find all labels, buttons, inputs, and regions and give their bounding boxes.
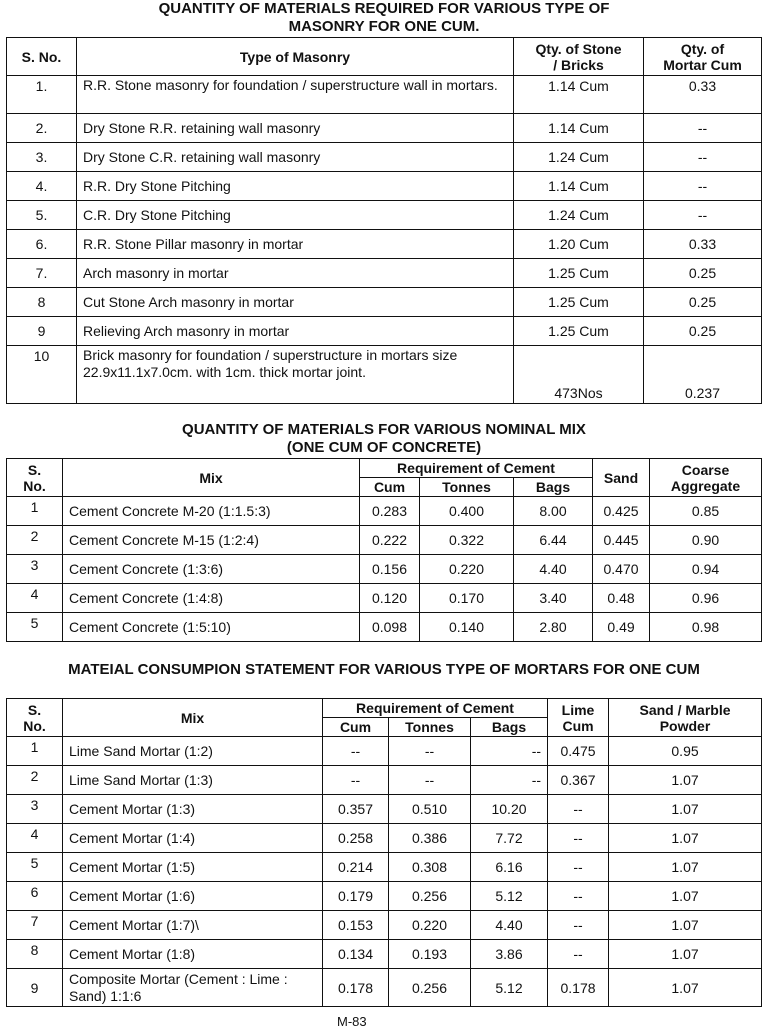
cell-sno: 9 <box>7 317 77 346</box>
cell-mix: Cement Mortar (1:8) <box>63 940 323 969</box>
cell-sand: 0.49 <box>593 613 650 642</box>
cell-tonnes: 0.322 <box>420 526 514 555</box>
header-requirement-of-cement: Requirement of Cement <box>323 699 548 718</box>
header-qty-mortar <box>644 38 762 76</box>
cell-bags: -- <box>471 766 548 795</box>
cell-mix: Cement Mortar (1:7)\ <box>63 911 323 940</box>
cell-tonnes: 0.308 <box>389 853 471 882</box>
cell-mortar: -- <box>644 201 762 230</box>
cell-sno: 7. <box>7 259 77 288</box>
cell-sno: 8 <box>7 940 63 969</box>
cell-tonnes: 0.193 <box>389 940 471 969</box>
cell-stone: 1.24 Cum <box>514 201 644 230</box>
masonry-title-line2: MASONRY FOR ONE CUM. <box>288 18 480 35</box>
cell-sand: 0.470 <box>593 555 650 584</box>
cell-stone: 1.14 Cum <box>514 114 644 143</box>
cell-lime: 0.178 <box>548 969 609 1007</box>
cell-bags: 7.72 <box>471 824 548 853</box>
cell-stone: 1.14 Cum <box>514 172 644 201</box>
cell-sand: 1.07 <box>609 911 762 940</box>
cell-tonnes: 0.400 <box>420 497 514 526</box>
cell-cum: 0.156 <box>360 555 420 584</box>
header-bags: Bags <box>514 478 593 497</box>
header-mix: Mix <box>63 699 323 737</box>
cell-sand: 0.95 <box>609 737 762 766</box>
table-row <box>7 737 762 766</box>
cell-sno: 2. <box>7 114 77 143</box>
cell-cum: 0.214 <box>323 853 389 882</box>
page-number: M-83 <box>337 1014 367 1029</box>
table-row <box>7 230 762 259</box>
cell-mortar: 0.25 <box>644 259 762 288</box>
cell-tonnes: 0.256 <box>389 969 471 1007</box>
masonry-title-line1: QUANTITY OF MATERIALS REQUIRED FOR VARIOUS TYPE OF <box>158 0 610 17</box>
header-cum: Cum <box>360 478 420 497</box>
cell-sand: 1.07 <box>609 853 762 882</box>
cell-mix: Cement Concrete (1:5:10) <box>63 613 360 642</box>
header-tonnes: Tonnes <box>389 718 471 737</box>
cell-bags: -- <box>471 737 548 766</box>
table-row <box>7 317 762 346</box>
header-qty-stone-line1: Qty. of Stone <box>535 40 622 57</box>
cell-lime: -- <box>548 940 609 969</box>
cell-cum: 0.179 <box>323 882 389 911</box>
header-lime-line1: Lime <box>561 701 595 718</box>
table-row <box>7 824 762 853</box>
cell-tonnes: 0.510 <box>389 795 471 824</box>
cell-bags: 10.20 <box>471 795 548 824</box>
table-row <box>7 795 762 824</box>
cell-tonnes: 0.170 <box>420 584 514 613</box>
header-coarse-line2: Aggregate <box>670 477 741 494</box>
concrete-title-line2: (ONE CUM OF CONCRETE) <box>286 439 482 456</box>
table-row <box>7 555 762 584</box>
cell-cum: 0.357 <box>323 795 389 824</box>
table-row <box>7 969 762 1007</box>
cell-sand: 0.425 <box>593 497 650 526</box>
cell-type: C.R. Dry Stone Pitching <box>77 201 514 230</box>
cell-sno: 2 <box>7 766 63 795</box>
cell-type: Dry Stone C.R. retaining wall masonry <box>77 143 514 172</box>
header-sno-line2: No. <box>23 717 46 734</box>
cell-bags: 4.40 <box>514 555 593 584</box>
header-sno-line1: S. <box>27 701 42 718</box>
mortar-title <box>0 661 768 679</box>
cell-mix: Cement Concrete M-15 (1:2:4) <box>63 526 360 555</box>
header-sno <box>7 699 63 737</box>
table-row <box>7 201 762 230</box>
header-sno <box>7 459 63 497</box>
concrete-header-row-1 <box>7 459 762 478</box>
cell-tonnes: 0.140 <box>420 613 514 642</box>
cell-tonnes: 0.256 <box>389 882 471 911</box>
cell-sno: 6. <box>7 230 77 259</box>
concrete-body <box>7 497 762 642</box>
cell-sand: 1.07 <box>609 882 762 911</box>
header-sand-line1: Sand / Marble <box>639 701 731 718</box>
cell-cum: -- <box>323 737 389 766</box>
header-cum: Cum <box>323 718 389 737</box>
cell-sand: 1.07 <box>609 940 762 969</box>
cell-sno: 1 <box>7 737 63 766</box>
cell-mix: Cement Mortar (1:5) <box>63 853 323 882</box>
cell-stone: 1.20 Cum <box>514 230 644 259</box>
cell-sno: 1 <box>7 497 63 526</box>
cell-bags: 3.40 <box>514 584 593 613</box>
cell-sand: 1.07 <box>609 824 762 853</box>
cell-stone: 473Nos <box>514 346 644 404</box>
cell-mortar: 0.33 <box>644 230 762 259</box>
cell-sno: 7 <box>7 911 63 940</box>
header-bags: Bags <box>471 718 548 737</box>
cell-tonnes: -- <box>389 737 471 766</box>
table-row <box>7 114 762 143</box>
mortar-body <box>7 737 762 1007</box>
cell-bags: 8.00 <box>514 497 593 526</box>
table-row <box>7 766 762 795</box>
concrete-table <box>6 458 762 642</box>
cell-sand: 1.07 <box>609 795 762 824</box>
table-row <box>7 584 762 613</box>
cell-sno: 2 <box>7 526 63 555</box>
cell-sno: 5 <box>7 613 63 642</box>
table-row <box>7 259 762 288</box>
cell-sno: 1. <box>7 76 77 114</box>
cell-coarse: 0.96 <box>650 584 762 613</box>
header-lime-line2: Cum <box>562 717 594 734</box>
cell-sno: 8 <box>7 288 77 317</box>
cell-bags: 5.12 <box>471 969 548 1007</box>
cell-sno: 3 <box>7 555 63 584</box>
cell-lime: 0.367 <box>548 766 609 795</box>
cell-mix: Cement Mortar (1:6) <box>63 882 323 911</box>
cell-cum: 0.098 <box>360 613 420 642</box>
cell-lime: -- <box>548 882 609 911</box>
cell-lime: -- <box>548 911 609 940</box>
header-sand-marble-powder <box>609 699 762 737</box>
cell-stone: 1.24 Cum <box>514 143 644 172</box>
cell-cum: 0.283 <box>360 497 420 526</box>
cell-bags: 5.12 <box>471 882 548 911</box>
table-row <box>7 853 762 882</box>
cell-type: Relieving Arch masonry in mortar <box>77 317 514 346</box>
header-qty-stone-line2: / Bricks <box>553 56 604 73</box>
cell-mix: Cement Mortar (1:3) <box>63 795 323 824</box>
cell-sand: 0.445 <box>593 526 650 555</box>
cell-type: Dry Stone R.R. retaining wall masonry <box>77 114 514 143</box>
table-row <box>7 288 762 317</box>
cell-type: R.R. Dry Stone Pitching <box>77 172 514 201</box>
table-row <box>7 940 762 969</box>
cell-cum: 0.153 <box>323 911 389 940</box>
cell-sno: 6 <box>7 882 63 911</box>
cell-sno: 10 <box>7 346 77 404</box>
cell-type: R.R. Stone Pillar masonry in mortar <box>77 230 514 259</box>
table-row <box>7 911 762 940</box>
table-row <box>7 143 762 172</box>
table-row <box>7 346 762 404</box>
cell-mortar: 0.25 <box>644 317 762 346</box>
header-tonnes: Tonnes <box>420 478 514 497</box>
header-coarse-line1: Coarse <box>681 461 730 478</box>
header-sand-line2: Powder <box>659 717 711 734</box>
cell-sno: 4. <box>7 172 77 201</box>
masonry-title <box>0 0 768 36</box>
table-row <box>7 497 762 526</box>
cell-type: Arch masonry in mortar <box>77 259 514 288</box>
cell-coarse: 0.85 <box>650 497 762 526</box>
cell-mortar: 0.25 <box>644 288 762 317</box>
header-lime-cum <box>548 699 609 737</box>
cell-sand: 0.48 <box>593 584 650 613</box>
cell-mix: Lime Sand Mortar (1:3) <box>63 766 323 795</box>
cell-type: R.R. Stone masonry for foundation / superstructure wall in mortars. <box>77 76 514 114</box>
table-row <box>7 76 762 114</box>
header-sno: S. No. <box>7 38 77 76</box>
cell-sno: 4 <box>7 824 63 853</box>
masonry-body <box>7 76 762 404</box>
header-sno-line2: No. <box>23 477 46 494</box>
cell-type: Brick masonry for foundation / superstructure in mortars size 22.9x11.1x7.0cm. with 1cm. thick mortar joint. <box>77 346 514 404</box>
cell-sno: 9 <box>7 969 63 1007</box>
cell-mortar: 0.33 <box>644 76 762 114</box>
cell-coarse: 0.90 <box>650 526 762 555</box>
table-row <box>7 526 762 555</box>
cell-sand: 1.07 <box>609 766 762 795</box>
cell-bags: 6.44 <box>514 526 593 555</box>
cell-tonnes: 0.220 <box>420 555 514 584</box>
cell-lime: -- <box>548 795 609 824</box>
cell-stone: 1.25 Cum <box>514 259 644 288</box>
cell-type: Cut Stone Arch masonry in mortar <box>77 288 514 317</box>
cell-lime: 0.475 <box>548 737 609 766</box>
cell-stone: 1.25 Cum <box>514 288 644 317</box>
concrete-title-line1: QUANTITY OF MATERIALS FOR VARIOUS NOMINAL MIX <box>182 421 586 438</box>
cell-mix: Cement Concrete M-20 (1:1.5:3) <box>63 497 360 526</box>
header-sno-line1: S. <box>27 461 42 478</box>
cell-bags: 6.16 <box>471 853 548 882</box>
cell-mix: Cement Concrete (1:3:6) <box>63 555 360 584</box>
cell-stone: 1.14 Cum <box>514 76 644 114</box>
cell-mortar: -- <box>644 143 762 172</box>
cell-sno: 4 <box>7 584 63 613</box>
cell-lime: -- <box>548 824 609 853</box>
cell-stone: 1.25 Cum <box>514 317 644 346</box>
cell-sno: 3 <box>7 795 63 824</box>
cell-sno: 3. <box>7 143 77 172</box>
cell-bags: 4.40 <box>471 911 548 940</box>
cell-cum: 0.222 <box>360 526 420 555</box>
header-qty-stone <box>514 38 644 76</box>
cell-mix: Composite Mortar (Cement : Lime : Sand) 1:1:6 <box>63 969 323 1007</box>
header-qty-mortar-line2: Mortar Cum <box>663 56 742 73</box>
cell-mortar: -- <box>644 114 762 143</box>
header-mix: Mix <box>63 459 360 497</box>
cell-cum: 0.178 <box>323 969 389 1007</box>
cell-tonnes: 0.220 <box>389 911 471 940</box>
cell-sno: 5 <box>7 853 63 882</box>
cell-cum: 0.120 <box>360 584 420 613</box>
masonry-table <box>6 37 762 404</box>
mortar-title-text: MATEIAL CONSUMPION STATEMENT FOR VARIOUS TYPE OF MORTARS FOR ONE CUM <box>68 661 700 678</box>
cell-sand: 1.07 <box>609 969 762 1007</box>
header-coarse-aggregate <box>650 459 762 497</box>
cell-mix: Lime Sand Mortar (1:2) <box>63 737 323 766</box>
cell-mortar: -- <box>644 172 762 201</box>
cell-sno: 5. <box>7 201 77 230</box>
mortar-header-row-1 <box>7 699 762 718</box>
cell-bags: 2.80 <box>514 613 593 642</box>
cell-coarse: 0.98 <box>650 613 762 642</box>
cell-cum: -- <box>323 766 389 795</box>
cell-cum: 0.134 <box>323 940 389 969</box>
cell-tonnes: -- <box>389 766 471 795</box>
cell-cum: 0.258 <box>323 824 389 853</box>
cell-mortar: 0.237 <box>644 346 762 404</box>
concrete-title <box>0 421 768 457</box>
mortar-table <box>6 698 762 1007</box>
header-requirement-of-cement: Requirement of Cement <box>360 459 593 478</box>
header-sand: Sand <box>593 459 650 497</box>
cell-coarse: 0.94 <box>650 555 762 584</box>
header-qty-mortar-line1: Qty. of <box>680 40 725 57</box>
table-row <box>7 882 762 911</box>
header-type-of-masonry: Type of Masonry <box>77 38 514 76</box>
cell-mix: Cement Mortar (1:4) <box>63 824 323 853</box>
cell-tonnes: 0.386 <box>389 824 471 853</box>
cell-bags: 3.86 <box>471 940 548 969</box>
cell-lime: -- <box>548 853 609 882</box>
masonry-header-row <box>7 38 762 76</box>
table-row <box>7 172 762 201</box>
table-row <box>7 613 762 642</box>
cell-mix: Cement Concrete (1:4:8) <box>63 584 360 613</box>
